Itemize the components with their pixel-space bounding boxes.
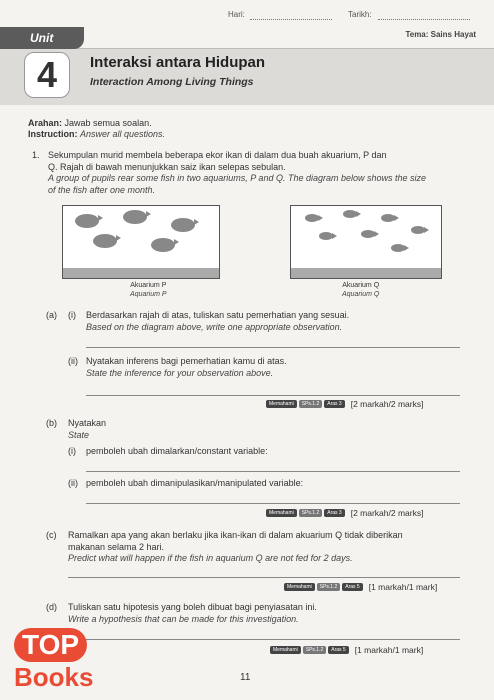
part-a-i-text: Berdasarkan rajah di atas, tuliskan satu pemerhatian yang sesuai. Based on the diagram above, write one appropriate observation. (86, 310, 350, 332)
skill-tags: Memahami SPs.1.2 Aras 5 [1 markah/1 mark] (270, 645, 423, 655)
tarikh-label: Tarikh: (348, 10, 372, 19)
tarikh-field[interactable] (378, 10, 470, 20)
part-d-text: Tuliskan satu hipotesis yang boleh dibuat bagi penyiasatan ini. Write a hypothesis that can be made for this investigation. (68, 602, 317, 624)
part-a-i-label: (i) (68, 310, 76, 320)
fish-icon (305, 214, 319, 222)
part-b-i-label: (i) (68, 446, 76, 456)
answer-line[interactable] (86, 346, 460, 348)
hari-field[interactable] (250, 10, 332, 20)
unit-label: Unit (0, 27, 84, 49)
part-b-i-text: pemboleh ubah dimalarkan/constant variable: (86, 446, 268, 456)
question-number: 1. (32, 150, 40, 160)
part-b-ii-label: (ii) (68, 478, 78, 488)
gravel (291, 268, 441, 278)
fish-icon (381, 214, 395, 222)
fish-icon (411, 226, 425, 234)
part-c-label: (c) (46, 530, 57, 540)
skill-tags: Memahami SPs.1.2 Aras 3 [2 markah/2 marks] (266, 399, 423, 409)
logo-books-text: Books (14, 662, 94, 692)
part-b-label: (b) (46, 418, 57, 428)
skill-tags: Memahami SPs.1.2 Aras 5 [1 markah/1 mark] (284, 582, 437, 592)
part-a-ii-label: (ii) (68, 356, 78, 366)
gravel (63, 268, 219, 278)
part-d-label: (d) (46, 602, 57, 612)
aquarium-p-label: Akuarium P Aquarium P (130, 282, 167, 298)
answer-line[interactable] (86, 394, 460, 396)
fish-icon (343, 210, 357, 218)
unit-number: 4 (24, 52, 70, 98)
topbooks-logo (14, 628, 164, 692)
aquarium-q (290, 205, 442, 279)
aquarium-p (62, 205, 220, 279)
instruction-english: Instruction: Answer all questions. (28, 129, 166, 139)
fish-icon (93, 234, 117, 248)
question-stem: Sekumpulan murid membela beberapa ekor ikan di dalam dua buah akuarium, P dan Q. Rajah di bawah menunjukkan saiz ikan selepas sebulan. A group of pupils rear some fish in two aquariums, P and Q. The diagram below shows the size of the fish after one month. (48, 150, 427, 195)
hari-label: Hari: (228, 10, 245, 19)
answer-line[interactable] (86, 470, 460, 472)
instruction-malay: Arahan: Jawab semua soalan. (28, 118, 152, 128)
page-number: 11 (240, 672, 251, 683)
fish-icon (123, 210, 147, 224)
theme-label: Tema: Sains Hayat (405, 30, 476, 39)
fish-icon (361, 230, 375, 238)
part-a-label: (a) (46, 310, 57, 320)
skill-tags: Memahami SPs.1.2 Aras 3 [2 markah/2 marks] (266, 508, 423, 518)
aquarium-q-label: Akuarium Q Aquarium Q (342, 282, 380, 298)
answer-line[interactable] (86, 502, 460, 504)
part-c-text: Ramalkan apa yang akan berlaku jika ikan-ikan di dalam akuarium Q tidak diberikan makanan selama 2 hari. Predict what will happen if the fish in aquarium Q are not fed for 2 days. (68, 530, 403, 563)
fish-icon (319, 232, 333, 240)
part-b-ii-text: pemboleh ubah dimanipulasikan/manipulated variable: (86, 478, 304, 488)
fish-icon (151, 238, 175, 252)
fish-icon (391, 244, 405, 252)
title-malay: Interaksi antara Hidupan (90, 54, 266, 71)
answer-line[interactable] (68, 576, 460, 578)
title-english: Interaction Among Living Things (90, 76, 254, 88)
logo-top-text: TOP (14, 628, 87, 662)
fish-icon (75, 214, 99, 228)
part-a-ii-text: Nyatakan inferens bagi pemerhatian kamu di atas. State the inference for your observation above. (86, 356, 287, 378)
part-b-text: Nyatakan State (68, 418, 107, 440)
fish-icon (171, 218, 195, 232)
